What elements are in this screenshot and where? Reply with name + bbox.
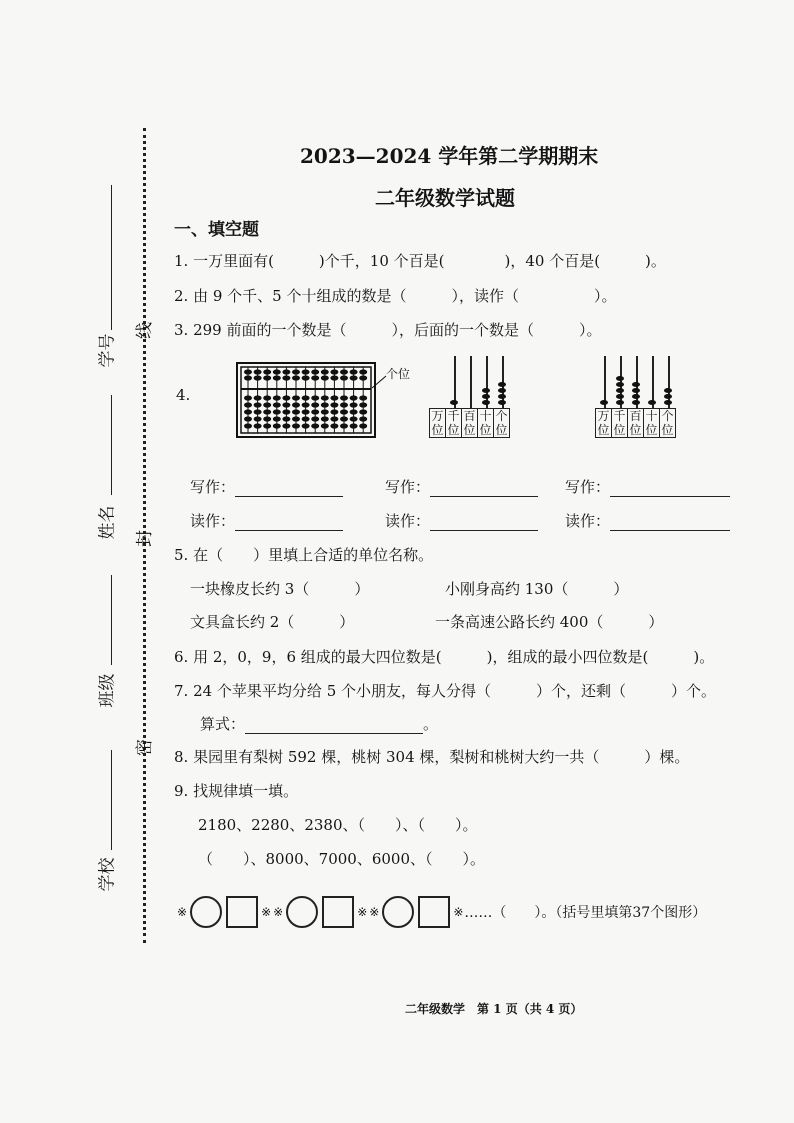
read-label: 读作：	[190, 512, 236, 530]
abacus-bead	[330, 375, 338, 380]
abacus-bead	[273, 423, 281, 428]
abacus-figure	[236, 362, 376, 438]
abacus-bead	[340, 409, 348, 414]
question-9: 9. 找规律填一填。	[174, 782, 299, 800]
pattern-row	[176, 892, 706, 932]
pv1-bead	[498, 394, 506, 399]
formula-end: 。	[423, 715, 439, 733]
abacus-bead	[321, 369, 329, 374]
abacus-bead	[244, 416, 252, 421]
abacus-bead	[359, 402, 367, 407]
abacus-bead	[282, 369, 290, 374]
pv1-rod	[470, 356, 472, 408]
pv2-bead	[632, 382, 640, 387]
write-label: 写作：	[190, 478, 236, 496]
pv2-header-bai: 百位	[627, 408, 644, 438]
abacus-bead	[244, 375, 252, 380]
abacus-bead	[340, 395, 348, 400]
formula-blank[interactable]	[245, 733, 423, 734]
abacus-bead	[340, 416, 348, 421]
x-mark-icon: ※	[357, 905, 368, 919]
abacus-bead	[340, 369, 348, 374]
class-line	[111, 575, 112, 665]
abacus-bead	[330, 409, 338, 414]
abacus-bead	[359, 369, 367, 374]
abacus-bead	[321, 416, 329, 421]
abacus-bead	[359, 423, 367, 428]
pv2-bead	[664, 400, 672, 405]
pv1-header-bai: 百位	[461, 408, 478, 438]
abacus-bead	[263, 395, 271, 400]
abacus-bead	[273, 416, 281, 421]
pv1-bead	[450, 400, 458, 405]
student-id-label: 学号	[97, 333, 118, 368]
pv1-header-wan: 万位	[429, 408, 446, 438]
abacus-bead	[330, 369, 338, 374]
circle-shape	[190, 896, 222, 928]
write-answer-blank[interactable]	[610, 496, 730, 497]
pv2-header-qian: 千位	[611, 408, 628, 438]
read-answer-blank[interactable]	[235, 530, 343, 531]
question-7: 7. 24 个苹果平均分给 5 个小朋友，每人分得（ ）个，还剩（ ）个。	[174, 682, 717, 700]
abacus-bead	[244, 369, 252, 374]
pv1-headers	[430, 408, 510, 438]
pv2-bead	[616, 388, 624, 393]
read-row-2	[385, 510, 538, 531]
abacus-bead	[263, 375, 271, 380]
abacus-bead	[273, 395, 281, 400]
abacus-bead	[340, 375, 348, 380]
pv1-header-qian: 千位	[445, 408, 462, 438]
write-label: 写作：	[385, 478, 431, 496]
abacus-bead	[254, 409, 262, 414]
read-answer-blank[interactable]	[430, 530, 538, 531]
abacus-bead	[359, 395, 367, 400]
abacus-bead	[350, 375, 358, 380]
abacus-bead	[350, 369, 358, 374]
page-footer: 二年级数学 第 1 页（共 4 页）	[405, 1002, 583, 1016]
x-mark-icon: ※	[453, 905, 464, 919]
binding-char-mi: 密	[135, 739, 155, 756]
abacus-bead	[350, 416, 358, 421]
abacus-bead	[311, 395, 319, 400]
abacus-bead	[311, 423, 319, 428]
abacus-bead	[292, 375, 300, 380]
abacus-bead	[263, 369, 271, 374]
abacus-bead	[302, 375, 310, 380]
abacus-bead	[254, 423, 262, 428]
abacus-bead	[340, 423, 348, 428]
abacus-bead	[263, 402, 271, 407]
abacus-bead	[350, 423, 358, 428]
abacus-bead	[282, 375, 290, 380]
abacus-bead	[321, 409, 329, 414]
abacus-bead	[330, 395, 338, 400]
square-shape	[322, 896, 354, 928]
pv1-header-ge: 个位	[493, 408, 510, 438]
abacus-bead	[321, 395, 329, 400]
place-value-chart-2	[596, 356, 686, 438]
question-8: 8. 果园里有梨树 592 棵，桃树 304 棵，梨树和桃树大约一共（ ）棵。	[174, 748, 690, 766]
write-row-3	[565, 476, 730, 497]
abacus-bead	[302, 409, 310, 414]
question-3: 3. 299 前面的一个数是（ ），后面的一个数是（ ）。	[174, 321, 602, 339]
abacus-bead	[302, 416, 310, 421]
name-line	[111, 395, 112, 495]
circle-shape	[286, 896, 318, 928]
abacus-bead	[254, 369, 262, 374]
abacus-bead	[282, 416, 290, 421]
abacus-bead	[292, 369, 300, 374]
binding-char-feng: 封	[135, 530, 155, 547]
question-6: 6. 用 2，0，9，6 组成的最大四位数是( )，组成的最小四位数是( )。	[174, 648, 715, 666]
pattern-tail: ……（ ）。（括号里填第37个图形）	[464, 905, 707, 921]
write-row-1	[190, 476, 343, 497]
abacus-bead	[292, 423, 300, 428]
x-mark-icon: ※	[273, 905, 284, 919]
pv2-bead	[616, 400, 624, 405]
abacus-bead	[244, 402, 252, 407]
abacus-bead	[292, 409, 300, 414]
x-mark-icon: ※	[261, 905, 272, 919]
read-answer-blank[interactable]	[610, 530, 730, 531]
question-9a: 2180、2280、2380、（ ）、（ ）。	[198, 816, 478, 834]
x-mark-icon: ※	[177, 905, 188, 919]
pv2-bead	[616, 382, 624, 387]
abacus-bead	[321, 423, 329, 428]
pv1-bead	[498, 400, 506, 405]
abacus-bead	[350, 409, 358, 414]
abacus-bead	[292, 402, 300, 407]
abacus-bead	[330, 402, 338, 407]
class-label: 班级	[97, 673, 118, 708]
question-5b: 小刚身高约 130（ ）	[445, 580, 629, 598]
pv2-bead	[664, 394, 672, 399]
pv2-bead	[616, 376, 624, 381]
pv2-headers	[596, 408, 676, 438]
pv1-bead	[482, 388, 490, 393]
write-label: 写作：	[565, 478, 611, 496]
abacus-bead	[311, 416, 319, 421]
abacus-bead	[263, 423, 271, 428]
abacus-bead	[311, 375, 319, 380]
binding-char-xian: 线	[135, 322, 155, 339]
read-row-1	[190, 510, 343, 531]
abacus-bead	[254, 402, 262, 407]
abacus-bead	[311, 402, 319, 407]
abacus-bead	[282, 409, 290, 414]
read-label: 读作：	[565, 512, 611, 530]
abacus-bead	[263, 409, 271, 414]
abacus-bead	[282, 402, 290, 407]
pv1-bead	[498, 382, 506, 387]
abacus-bead	[292, 416, 300, 421]
pv2-header-shi: 十位	[643, 408, 660, 438]
pv1-bead	[498, 388, 506, 393]
question-5: 5. 在（ ）里填上合适的单位名称。	[174, 546, 434, 564]
abacus-bead	[311, 409, 319, 414]
abacus-bead	[359, 375, 367, 380]
student-id-line	[111, 185, 112, 330]
pv2-bead	[632, 400, 640, 405]
abacus-bead	[273, 402, 281, 407]
abacus-bead	[254, 375, 262, 380]
abacus-bead	[273, 375, 281, 380]
abacus-bead	[330, 416, 338, 421]
question-2: 2. 由 9 个千、5 个十组成的数是（ ），读作（ ）。	[174, 287, 617, 305]
place-value-chart-1	[430, 356, 520, 438]
question-9b: （ ）、8000、7000、6000、（ ）。	[198, 850, 486, 868]
abacus-bead	[359, 416, 367, 421]
pv1-bead	[482, 394, 490, 399]
pv2-bead	[648, 400, 656, 405]
square-shape	[226, 896, 258, 928]
school-line	[111, 750, 112, 850]
pv2-bead	[664, 388, 672, 393]
question-5d: 一条高速公路长约 400（ ）	[435, 613, 664, 631]
abacus-bead	[350, 402, 358, 407]
abacus-bead	[330, 423, 338, 428]
abacus-bead	[254, 416, 262, 421]
name-label: 姓名	[97, 505, 118, 540]
section-heading: 一、填空题	[174, 220, 259, 240]
abacus-bead	[292, 395, 300, 400]
formula-label: 算式：	[200, 715, 246, 733]
pv2-header-wan: 万位	[595, 408, 612, 438]
abacus-bead	[273, 409, 281, 414]
pv2-bead	[632, 394, 640, 399]
abacus-bead	[282, 395, 290, 400]
pv1-bead	[482, 400, 490, 405]
abacus-bead	[273, 369, 281, 374]
abacus-bead	[350, 395, 358, 400]
write-row-2	[385, 476, 538, 497]
abacus-bead	[244, 423, 252, 428]
abacus-bead	[302, 402, 310, 407]
abacus-bead	[321, 375, 329, 380]
exam-title: 2023—2024 学年第二学期期末	[300, 144, 599, 168]
abacus-bead	[263, 416, 271, 421]
pv2-bead	[632, 388, 640, 393]
pv1-header-shi: 十位	[477, 408, 494, 438]
abacus-bead	[359, 409, 367, 414]
write-answer-blank[interactable]	[235, 496, 343, 497]
read-label: 读作：	[385, 512, 431, 530]
abacus-bead	[244, 395, 252, 400]
square-shape	[418, 896, 450, 928]
read-row-3	[565, 510, 730, 531]
abacus-bead	[340, 402, 348, 407]
abacus-bead	[311, 369, 319, 374]
circle-shape	[382, 896, 414, 928]
question-5a: 一块橡皮长约 3（ ）	[190, 580, 370, 598]
abacus-bead	[321, 402, 329, 407]
abacus-bead	[302, 369, 310, 374]
write-answer-blank[interactable]	[430, 496, 538, 497]
abacus-bead	[282, 423, 290, 428]
question-1: 1. 一万里面有( )个千，10 个百是( )，40 个百是( )。	[174, 252, 666, 270]
abacus-bead	[254, 395, 262, 400]
abacus-bead	[302, 395, 310, 400]
x-mark-icon: ※	[369, 905, 380, 919]
pv2-bead	[616, 394, 624, 399]
question-5c: 文具盒长约 2（ ）	[190, 613, 355, 631]
abacus-ones-label: 个位	[386, 367, 411, 381]
pv2-header-ge: 个位	[659, 408, 676, 438]
pv2-bead	[600, 400, 608, 405]
abacus-bead	[302, 423, 310, 428]
question-4-number: 4.	[176, 386, 191, 404]
question-7-formula	[200, 713, 438, 734]
school-label: 学校	[97, 857, 118, 892]
exam-subtitle: 二年级数学试题	[375, 186, 515, 210]
abacus-bead	[244, 409, 252, 414]
